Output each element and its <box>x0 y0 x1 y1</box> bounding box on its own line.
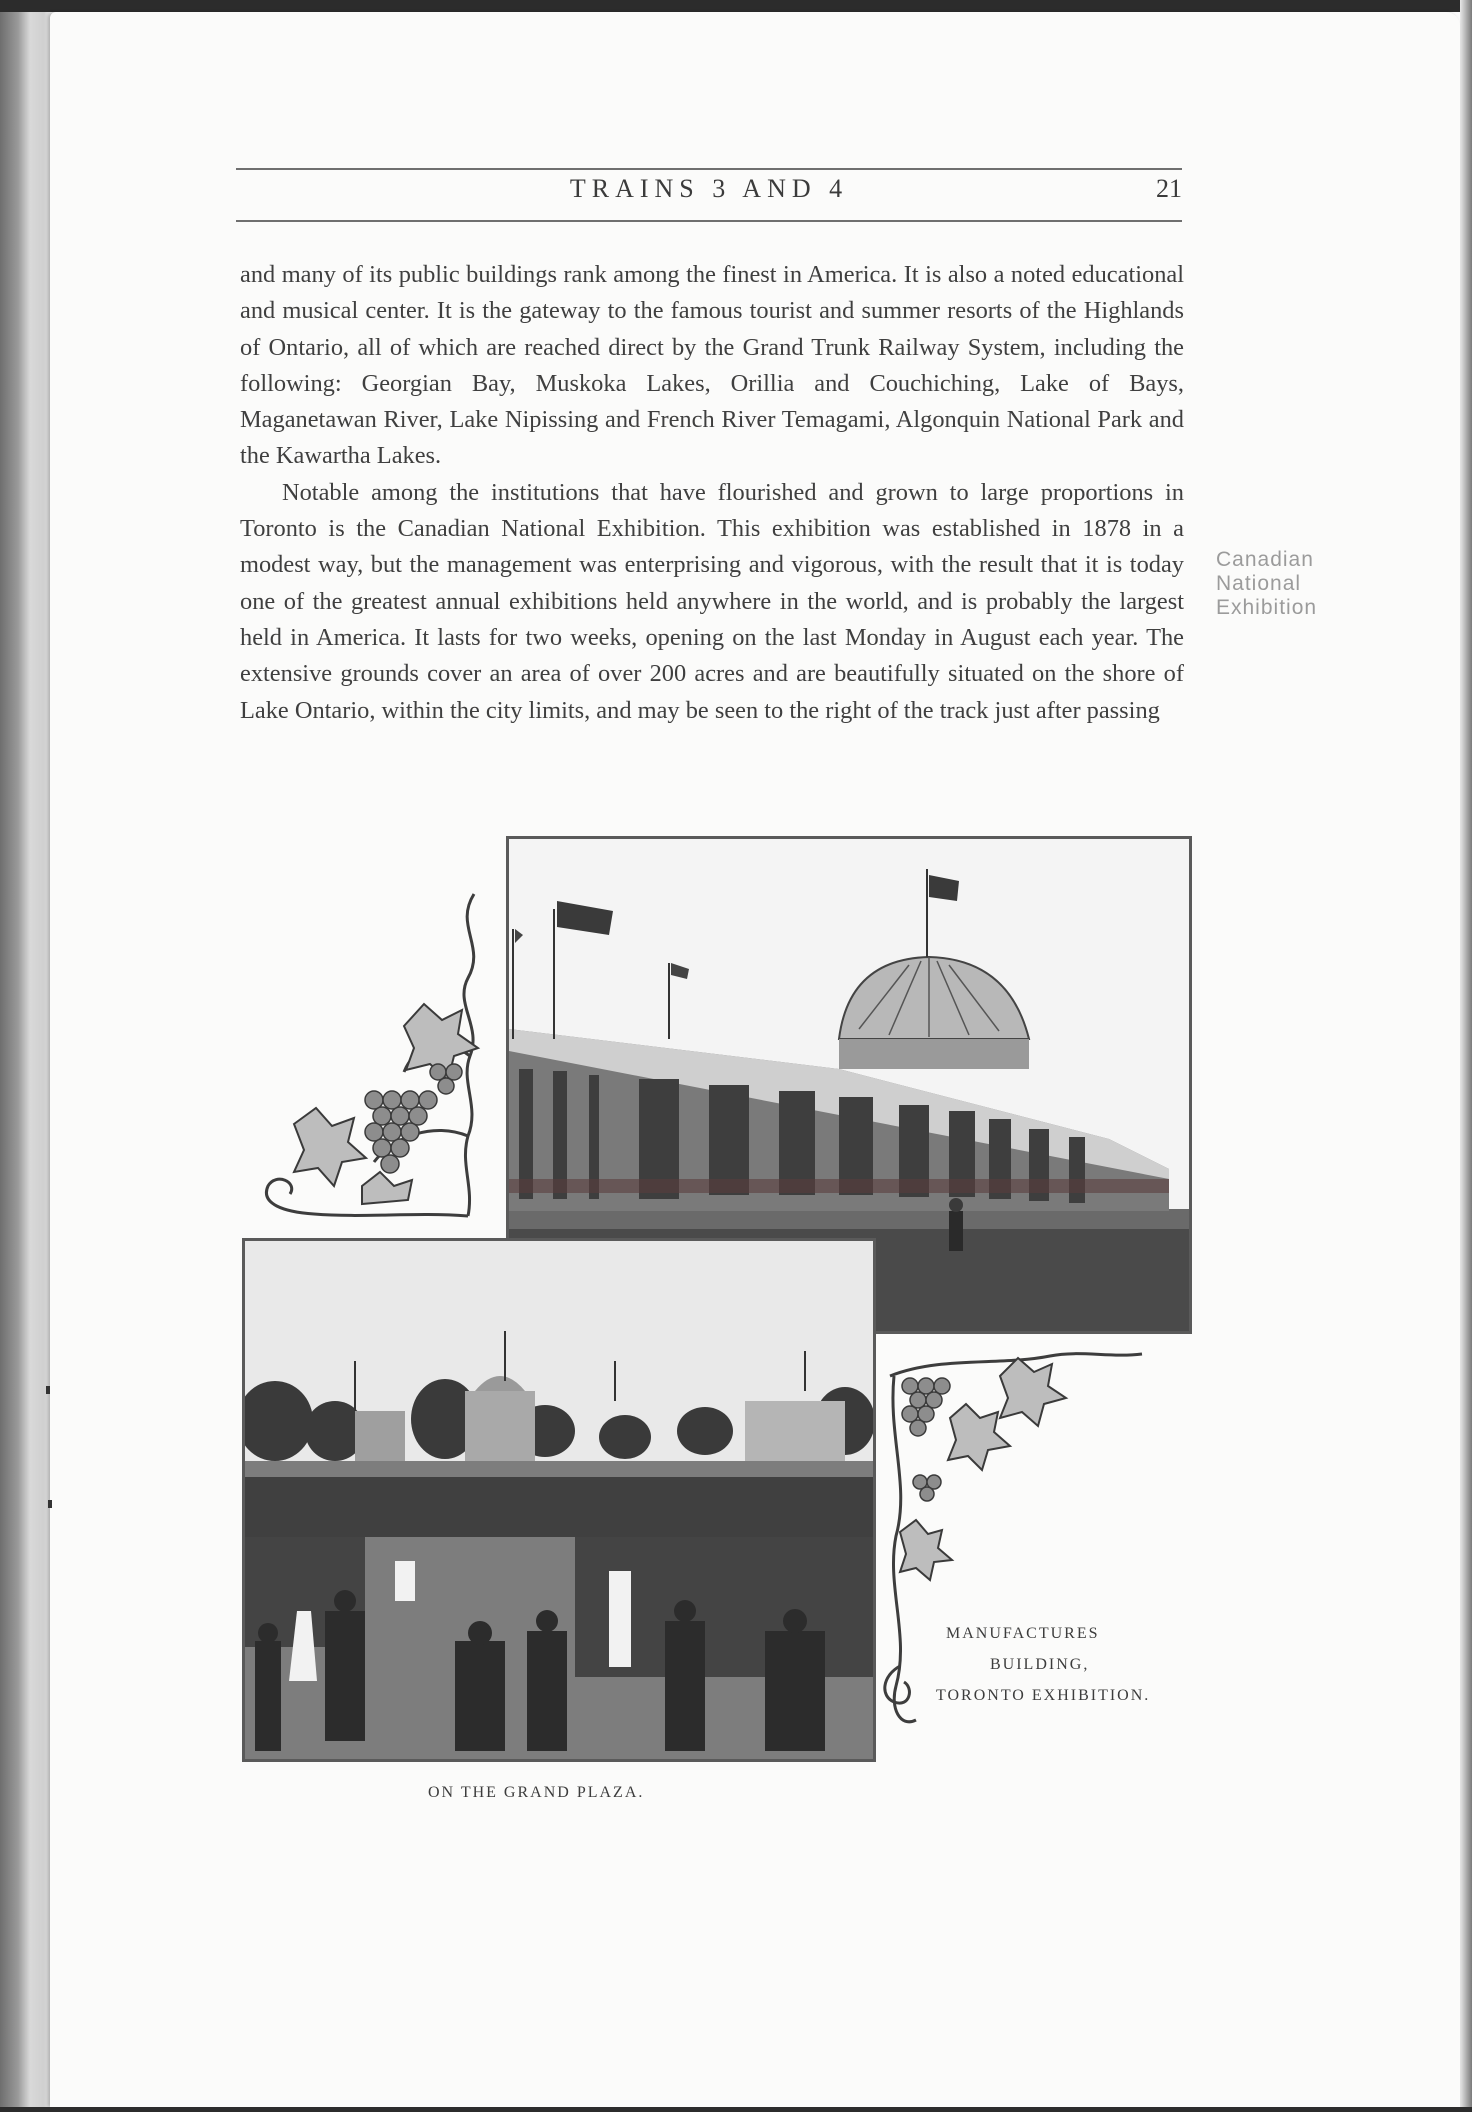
header-rule-bottom <box>236 220 1182 222</box>
margin-mark <box>46 1386 50 1394</box>
paragraph: Notable among the institutions that have flourished and grown to large proportions in Toronto is the Canadian National Exhibition. This exhibition was established in 1878 in a modest way, but the management was enterprising and vigorous, with the result that it is today one of the greatest annual exhibitions held anywhere in the world, and is probably the largest held in America. It lasts for two weeks, opening on the last Monday in August each year. The extensive grounds cover an area of over 200 acres and are beautifully situated on the shore of Lake Ontario, within the city limits, and may be seen to the right of the track just after passing <box>240 478 1184 724</box>
caption-line: TORONTO EXHIBITION. <box>936 1687 1151 1704</box>
plaza-caption: ON THE GRAND PLAZA. <box>428 1784 645 1801</box>
grapevine-ornament <box>254 886 500 1232</box>
grand-plaza-photo <box>242 1238 876 1762</box>
scan-bottom-border <box>0 2107 1472 2112</box>
manufactures-caption <box>936 1618 1151 1711</box>
scan-right-border <box>1460 0 1472 2112</box>
sidenote-line: Canadian <box>1216 548 1314 571</box>
caption-line: BUILDING, <box>990 1656 1090 1673</box>
margin-sidenote <box>1216 548 1356 620</box>
header-rule-top <box>236 168 1182 170</box>
body-text <box>240 257 1184 729</box>
paragraph: and many of its public buildings rank among the finest in America. It is also a noted educational and musical center. It is the gateway to the famous tourist and summer resorts of the Highlands of Ontario, all of which are reached direct by the Grand Trunk Railway System, including the following: Georgian Bay, Muskoka Lakes, Orillia and Couchiching, Lake of Bays, Maganetawan River, Lake Nipissing and French River Temagami, Algonquin National Park and the Kawartha Lakes. <box>240 261 1184 470</box>
scan-top-border <box>0 0 1472 12</box>
sidenote-line: National <box>1216 572 1302 595</box>
margin-mark <box>48 1500 52 1508</box>
sidenote-line: Exhibition <box>1216 596 1318 619</box>
running-header: TRAINS 3 AND 4 <box>569 174 849 203</box>
caption-line: MANUFACTURES <box>946 1625 1100 1642</box>
page-number: 21 <box>1156 174 1182 203</box>
